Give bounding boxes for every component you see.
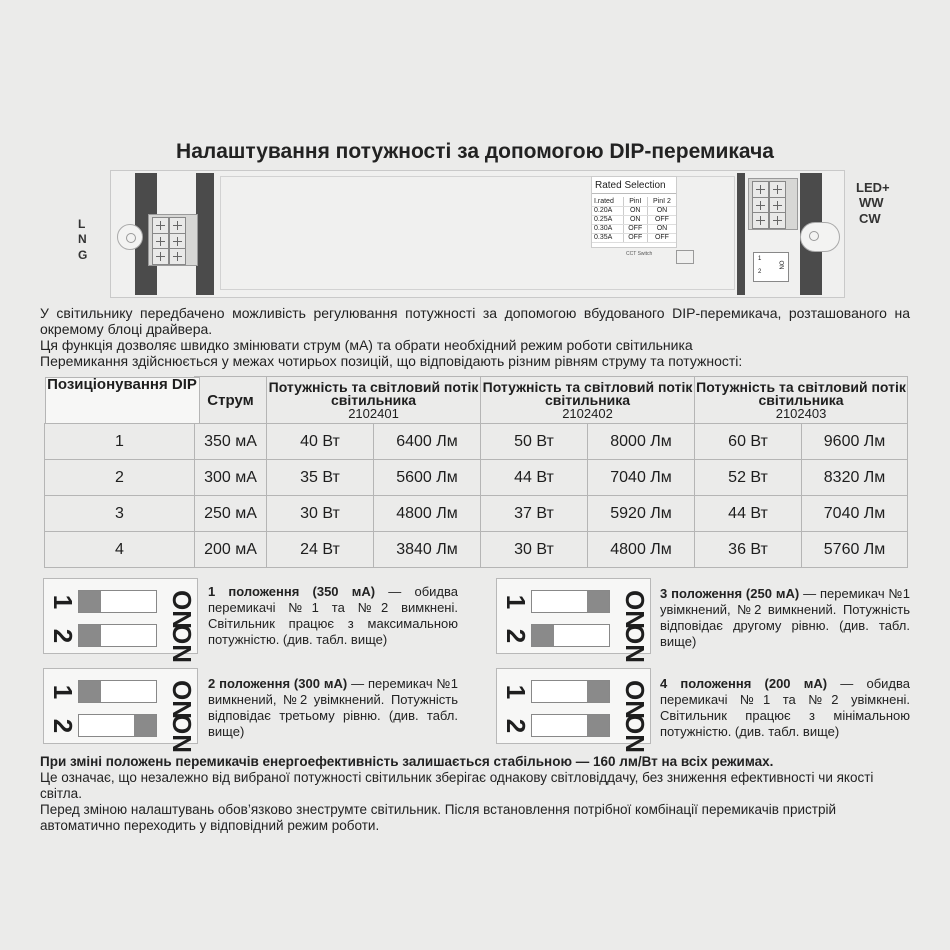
dip-knob (587, 715, 609, 736)
position-3-description (660, 586, 910, 650)
position-3-text: — перемикач №1 увімкнений, №2 вимкнений. Потужність відповідає другому рівню. (див. табл. вище) (660, 586, 910, 649)
position-4-text: — обидва перемикачі №1 та №2 увімкнені. Світильник працює з мінімальною потужністю. (див. табл. вище) (660, 676, 910, 739)
wire-label-n: N (78, 232, 87, 246)
cell-position: 4 (45, 532, 195, 568)
dip-on-label: ON (620, 624, 650, 663)
rated-col: PinI (623, 197, 647, 206)
rated-cell: OFF (623, 224, 647, 233)
terminal-screw-icon (769, 181, 786, 198)
intro-paragraph-1: У світильнику передбачено можливість регулювання потужності за допомогою вбудованого DIP-перемикача, розташованого на окремому блоці драйвера. (40, 305, 910, 337)
header-model-3 (695, 377, 908, 424)
cell-lumens: 9600 Лм (802, 424, 908, 460)
terminal-screw-icon (152, 248, 169, 265)
dip-knob (587, 681, 609, 702)
wire-label-cw: CW (859, 211, 881, 226)
mount-slot-icon (800, 222, 840, 252)
rated-cell: OFF (647, 233, 676, 242)
table-row (45, 460, 908, 496)
header-group-label: Потужність та світловий потік світильника (482, 378, 693, 408)
cell-watts: 36 Вт (695, 532, 802, 568)
header-model-code: 2102403 (775, 405, 827, 421)
mini-dip-n1: 1 (758, 256, 762, 262)
mini-dip-n2: 2 (758, 269, 762, 275)
dip-on-label: ON (167, 680, 197, 719)
cell-position: 2 (45, 460, 195, 496)
cell-lumens: 8000 Лм (588, 424, 695, 460)
driver-left-slot-2 (196, 173, 214, 295)
cell-lumens: 7040 Лм (802, 496, 908, 532)
cell-current: 200 мА (195, 532, 267, 568)
efficiency-note: При зміні положень перемикачів енергоефективність залишається стабільною — 160 лм/Вт на всіх режимах. (40, 754, 774, 769)
dip-number-1: 1 (501, 594, 531, 610)
mount-hole-icon (117, 224, 143, 250)
cell-current: 300 мА (195, 460, 267, 496)
rated-heading: Rated Selection (592, 177, 676, 194)
wire-label-l: L (78, 217, 86, 231)
dip-knob (79, 625, 101, 646)
driver-right-slot (737, 173, 745, 295)
rated-col: I.rated (592, 197, 623, 206)
header-model-code: 2102401 (348, 405, 399, 421)
cell-current: 250 мА (195, 496, 267, 532)
rated-row (592, 224, 676, 233)
wire-label-led-plus: LED+ (856, 180, 890, 195)
dip-knob (79, 591, 101, 612)
terminal-screw-icon (152, 217, 169, 234)
cell-lumens: 4800 Лм (374, 496, 481, 532)
rated-header-row (592, 197, 676, 206)
dip-number-2: 2 (501, 628, 531, 644)
position-3-title: 3 положення (250 мА) (660, 586, 800, 601)
dip-number-1: 1 (48, 594, 78, 610)
cell-lumens: 3840 Лм (374, 532, 481, 568)
mini-dip-on: ON (777, 260, 784, 270)
dip-on-label: ON (620, 714, 650, 753)
dip-diagram-position-4 (496, 668, 651, 753)
table-row (45, 532, 908, 568)
cell-watts: 44 Вт (695, 496, 802, 532)
rated-cell: ON (647, 224, 676, 233)
power-table (44, 376, 908, 568)
cell-watts: 44 Вт (481, 460, 588, 496)
cell-watts: 30 Вт (267, 496, 374, 532)
cell-lumens: 5920 Лм (588, 496, 695, 532)
cell-lumens: 6400 Лм (374, 424, 481, 460)
cell-lumens: 8320 Лм (802, 460, 908, 496)
table-header-row (45, 377, 908, 424)
input-terminal-block (148, 214, 198, 266)
header-group-label: Потужність та світловий потік світильника (696, 378, 906, 408)
rated-cell: 0.30A (592, 224, 623, 233)
dip-switch-1 (531, 590, 610, 613)
terminal-screw-icon (169, 217, 186, 234)
position-1-title: 1 положення (350 мА) (208, 584, 376, 599)
header-current: Струм (195, 377, 267, 424)
rated-cell: 0.20A (592, 206, 623, 215)
header-group-label: Потужність та світловий потік світильника (268, 378, 479, 408)
rated-cell: ON (623, 215, 647, 224)
dip-diagram-position-2 (43, 668, 198, 753)
dip-switch-2 (78, 624, 157, 647)
rated-row (592, 215, 676, 224)
dip-switch-2 (78, 714, 157, 737)
rated-table (592, 197, 676, 243)
dip-switch-2 (531, 714, 610, 737)
dip-switch-1 (78, 680, 157, 703)
cell-watts: 30 Вт (481, 532, 588, 568)
safety-note: Перед зміною налаштувань обов’язково знеструмте світильник. Після встановлення потрібної комбінації перемикачів пристрій автоматично переходить у відповідний режим роботи. (40, 802, 837, 833)
position-2-text: — перемикач №1 вимкнений, №2 увімкнений. Потужність відповідає третьому рівню. (див. табл. вище) (208, 676, 458, 739)
dip-switch-1 (78, 590, 157, 613)
dip-on-label: ON (167, 624, 197, 663)
driver-diagram (0, 0, 950, 310)
cell-watts: 52 Вт (695, 460, 802, 496)
dip-switch-1 (531, 680, 610, 703)
header-model-2 (481, 377, 695, 424)
table-row (45, 496, 908, 532)
wire-label-g: G (78, 248, 88, 262)
dip-diagram-position-1 (43, 578, 198, 663)
position-2-title: 2 положення (300 мА) (208, 676, 348, 691)
output-terminal-block (748, 178, 798, 230)
cell-lumens: 4800 Лм (588, 532, 695, 568)
wire-label-ww: WW (859, 195, 884, 210)
dip-knob (532, 625, 554, 646)
position-1-text: — обидва перемикачі №1 та №2 вимкнені. Світильник працює з максимальною потужністю. (див. табл. вище) (208, 584, 458, 647)
rated-selection-label (591, 176, 677, 248)
intro-paragraph-3: Перемикання здійснюється у межах чотирьох позицій, що відповідають різним рівням струму та потужності: (40, 353, 743, 369)
intro-paragraph-2: Ця функція дозволяє швидко змінювати струм (мА) та обрати необхідний режим роботи світильника (40, 337, 693, 353)
dip-number-2: 2 (501, 718, 531, 734)
cell-watts: 24 Вт (267, 532, 374, 568)
cell-watts: 50 Вт (481, 424, 588, 460)
cell-position: 1 (45, 424, 195, 460)
rated-row (592, 233, 676, 242)
position-2-description (208, 676, 458, 740)
page-title: Налаштування потужності за допомогою DIP-перемикача (176, 140, 774, 163)
dip-on-label: ON (620, 590, 650, 629)
dip-knob (79, 681, 101, 702)
dip-number-1: 1 (501, 684, 531, 700)
rated-cell: ON (623, 206, 647, 215)
position-4-description (660, 676, 910, 740)
header-model-1 (267, 377, 481, 424)
dip-on-label: ON (167, 590, 197, 629)
header-model-code: 2102402 (562, 405, 613, 421)
rated-row (592, 206, 676, 215)
dip-knob (134, 715, 156, 736)
cell-position: 3 (45, 496, 195, 532)
cell-current: 350 мА (195, 424, 267, 460)
cell-lumens: 7040 Лм (588, 460, 695, 496)
cell-watts: 60 Вт (695, 424, 802, 460)
terminal-screw-icon (169, 248, 186, 265)
cell-watts: 35 Вт (267, 460, 374, 496)
dip-knob (587, 591, 609, 612)
efficiency-explanation: Це означає, що незалежно від вибраної потужності світильник зберігає однакову світловіддачу, без зниження ефективності чи якості світла. (40, 770, 874, 801)
rated-cell: OFF (647, 215, 676, 224)
rated-cell: OFF (623, 233, 647, 242)
cct-switch-label: CCT Switch (626, 251, 653, 257)
terminal-screw-icon (752, 181, 769, 198)
terminal-screw-icon (769, 212, 786, 229)
terminal-screw-icon (752, 212, 769, 229)
position-1-description (208, 584, 458, 648)
dip-on-label: ON (167, 714, 197, 753)
dip-diagram-position-3 (496, 578, 651, 663)
dip-number-2: 2 (48, 718, 78, 734)
dip-on-label: ON (620, 680, 650, 719)
rated-cell: ON (647, 206, 676, 215)
driver-dip-switch (753, 252, 789, 282)
rated-cell: 0.35A (592, 233, 623, 242)
dip-number-1: 1 (48, 684, 78, 700)
dip-number-2: 2 (48, 628, 78, 644)
cell-lumens: 5760 Лм (802, 532, 908, 568)
position-4-title: 4 положення (200 мА) (660, 676, 828, 691)
rated-cell: 0.25A (592, 215, 623, 224)
cct-switch (676, 250, 694, 264)
cell-watts: 40 Вт (267, 424, 374, 460)
cell-lumens: 5600 Лм (374, 460, 481, 496)
header-dip: Позиціонування DIP (45, 377, 200, 424)
dip-switch-2 (531, 624, 610, 647)
table-row (45, 424, 908, 460)
rated-col: PinI 2 (647, 197, 676, 206)
cell-watts: 37 Вт (481, 496, 588, 532)
